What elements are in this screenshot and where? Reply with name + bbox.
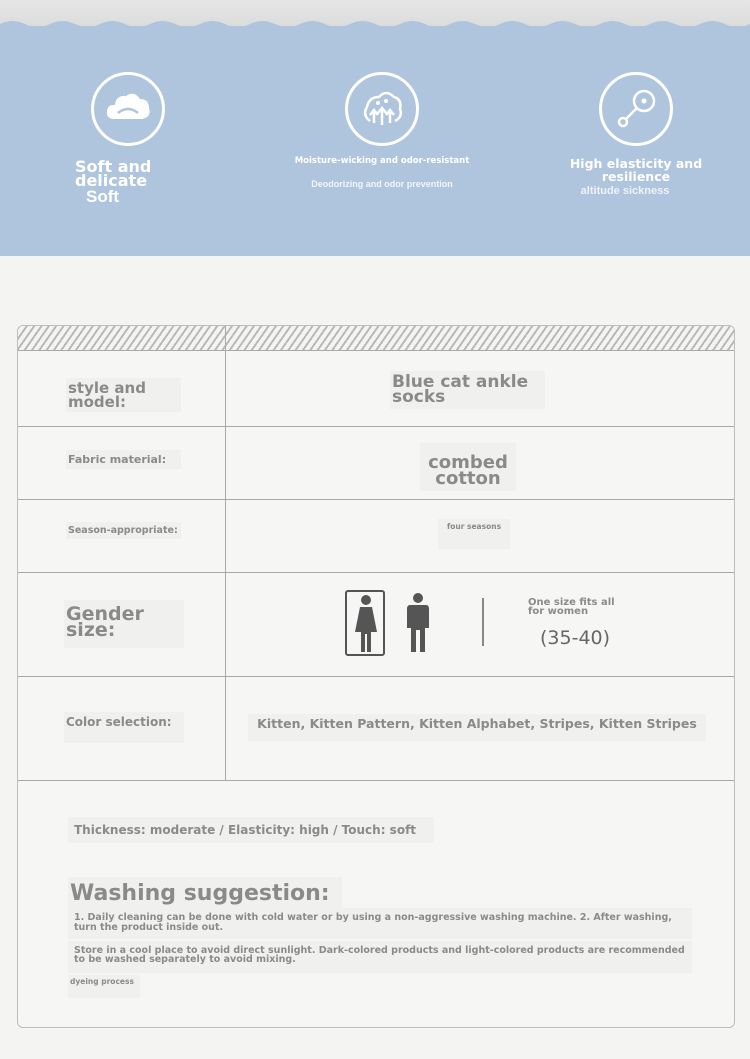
- thickness-note: Thickness: moderate / Elasticity: high / Touch: soft: [68, 817, 434, 843]
- season-label: Season-appropriate:: [66, 522, 181, 539]
- feature-subtitle: Deodorizing and odor prevention: [311, 179, 453, 189]
- feature-soft: [28, 72, 228, 205]
- row-divider: [18, 499, 734, 500]
- feature-title: Moisture-wicking and odor-resistant: [294, 156, 470, 166]
- size-separator: [482, 598, 484, 646]
- color-label: Color selection:: [64, 712, 184, 743]
- cloud-icon: [91, 72, 165, 146]
- banner-wave-edge: [0, 14, 750, 30]
- size-note: One size fits all for women: [528, 597, 615, 617]
- row-divider: [18, 676, 734, 677]
- feature-elasticity: [536, 72, 736, 196]
- storage-note: Store in a cool place to avoid direct sunlight. Dark-colored products and light-colored products are recommended to be washed separately to avoid mixing.: [68, 941, 692, 973]
- woman-icon: [350, 594, 382, 654]
- hatched-header-strip: [18, 326, 734, 351]
- style-label: style and model:: [66, 378, 181, 412]
- fabric-value: combed cotton: [420, 443, 516, 491]
- row-divider: [18, 426, 734, 427]
- row-divider: [18, 572, 734, 573]
- feature-moisture: [282, 72, 482, 189]
- feature-title: High elasticity and resilience: [569, 156, 703, 184]
- size-range: (35-40): [540, 627, 611, 649]
- washing-title: Washing suggestion:: [68, 877, 342, 910]
- moisture-drops-icon: [345, 72, 419, 146]
- gender-size-label: Gender size:: [64, 600, 184, 648]
- man-icon: [404, 592, 432, 654]
- style-value: Blue cat ankle socks: [390, 371, 545, 409]
- spec-table-card: [17, 325, 735, 1028]
- row-divider: [18, 780, 734, 781]
- color-value: Kitten, Kitten Pattern, Kitten Alphabet, Stripes, Kitten Stripes: [248, 714, 706, 741]
- feature-banner: [0, 0, 750, 256]
- feature-subtitle: Soft: [86, 187, 120, 206]
- fabric-label: Fabric material:: [66, 450, 181, 469]
- feature-title: Soft and delicate: [75, 157, 152, 190]
- column-divider: [225, 326, 226, 781]
- season-value: four seasons: [438, 519, 510, 549]
- washing-instructions: 1. Daily cleaning can be done with cold water or by using a non-aggressive washing machine. 2. After washing, turn the product inside out.: [68, 908, 692, 939]
- feature-subtitle: altitude sickness: [580, 185, 670, 197]
- elastic-band-icon: [599, 72, 673, 146]
- dyeing-note: dyeing process: [68, 975, 140, 998]
